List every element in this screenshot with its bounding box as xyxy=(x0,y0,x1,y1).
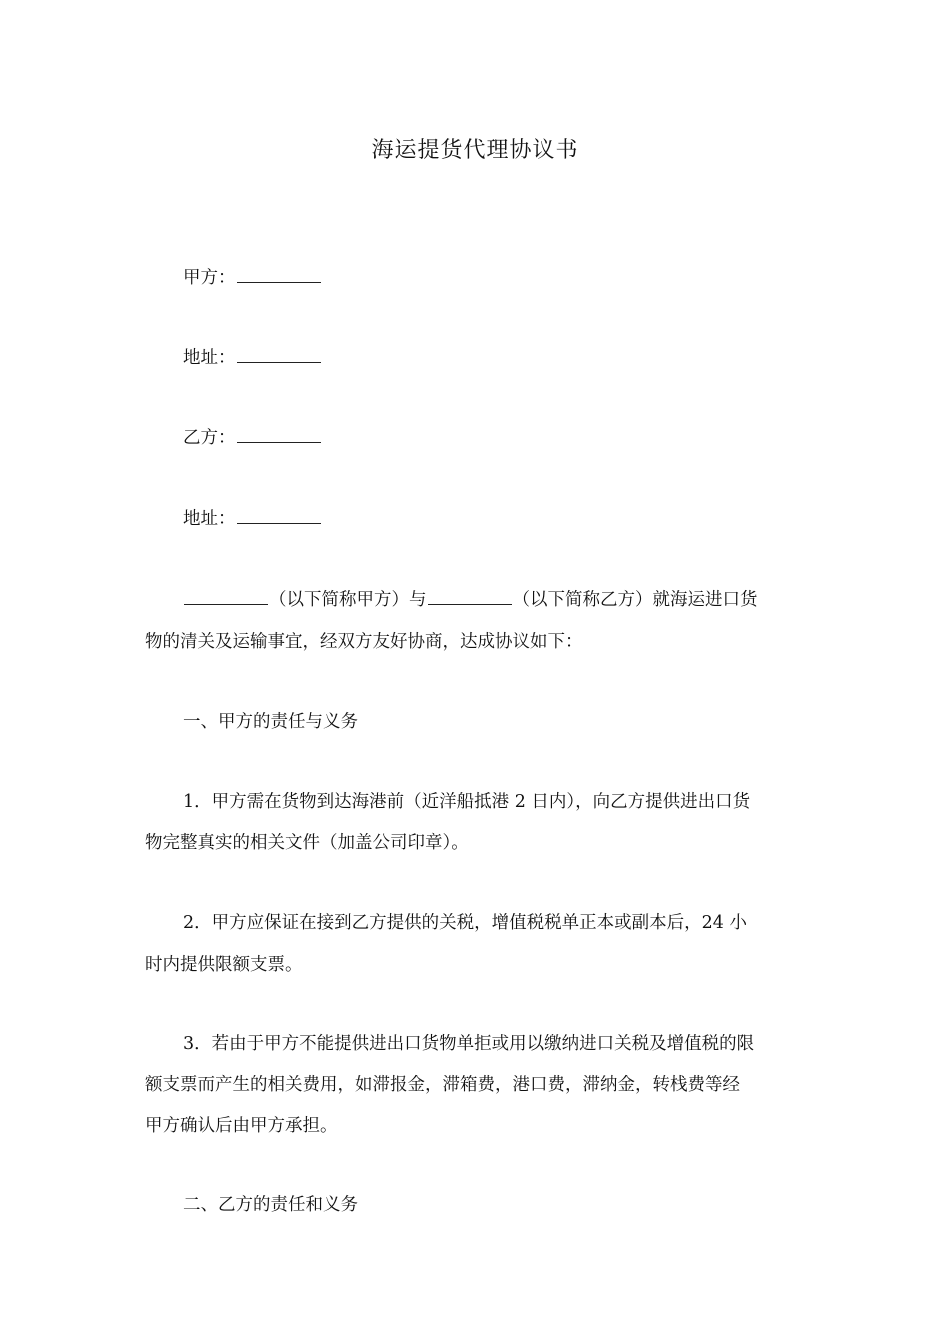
section1-heading: 一、甲方的责任与义务 xyxy=(183,712,358,732)
document-title: 海运提货代理协议书 xyxy=(371,138,579,163)
address-a-label: 地址： xyxy=(183,348,236,368)
intro-part1: （以下简称甲方）与 xyxy=(269,590,427,610)
item3-line3: 甲方确认后由甲方承担。 xyxy=(145,1116,338,1136)
item1-line2: 物完整真实的相关文件（加盖公司印章）。 xyxy=(145,833,469,853)
address-b-line xyxy=(183,505,322,533)
item2-line1: 2．甲方应保证在接到乙方提供的关税，增值税税单正本或副本后，24 小 xyxy=(183,913,747,933)
item3-line2: 额支票而产生的相关费用，如滞报金，滞箱费，港口费，滞纳金，转栈费等经 xyxy=(145,1075,740,1095)
address-b-label: 地址： xyxy=(183,509,236,529)
party-b-label: 乙方： xyxy=(183,428,236,448)
party-a-line xyxy=(183,264,322,292)
party-a-label: 甲方： xyxy=(183,268,236,288)
party-b-line xyxy=(183,424,322,452)
address-b-blank[interactable] xyxy=(237,505,321,524)
party-b-blank[interactable] xyxy=(237,424,321,443)
party-a-blank[interactable] xyxy=(237,264,321,283)
item1-line1: 1．甲方需在货物到达海港前（近洋船抵港 2 日内），向乙方提供进出口货 xyxy=(183,792,751,812)
address-a-blank[interactable] xyxy=(237,344,321,363)
intro-party-a-blank[interactable] xyxy=(184,586,268,605)
address-a-line xyxy=(183,344,322,372)
intro-paragraph-line1 xyxy=(183,586,758,614)
intro-part2: （以下简称乙方）就海运进口货 xyxy=(512,590,758,610)
item2-line2: 时内提供限额支票。 xyxy=(145,955,303,975)
intro-party-b-blank[interactable] xyxy=(428,586,512,605)
section2-heading: 二、乙方的责任和义务 xyxy=(183,1195,358,1215)
item3-line1: 3．若由于甲方不能提供进出口货物单拒或用以缴纳进口关税及增值税的限 xyxy=(183,1034,755,1054)
intro-paragraph-line2: 物的清关及运输事宜，经双方友好协商，达成协议如下： xyxy=(145,632,583,652)
